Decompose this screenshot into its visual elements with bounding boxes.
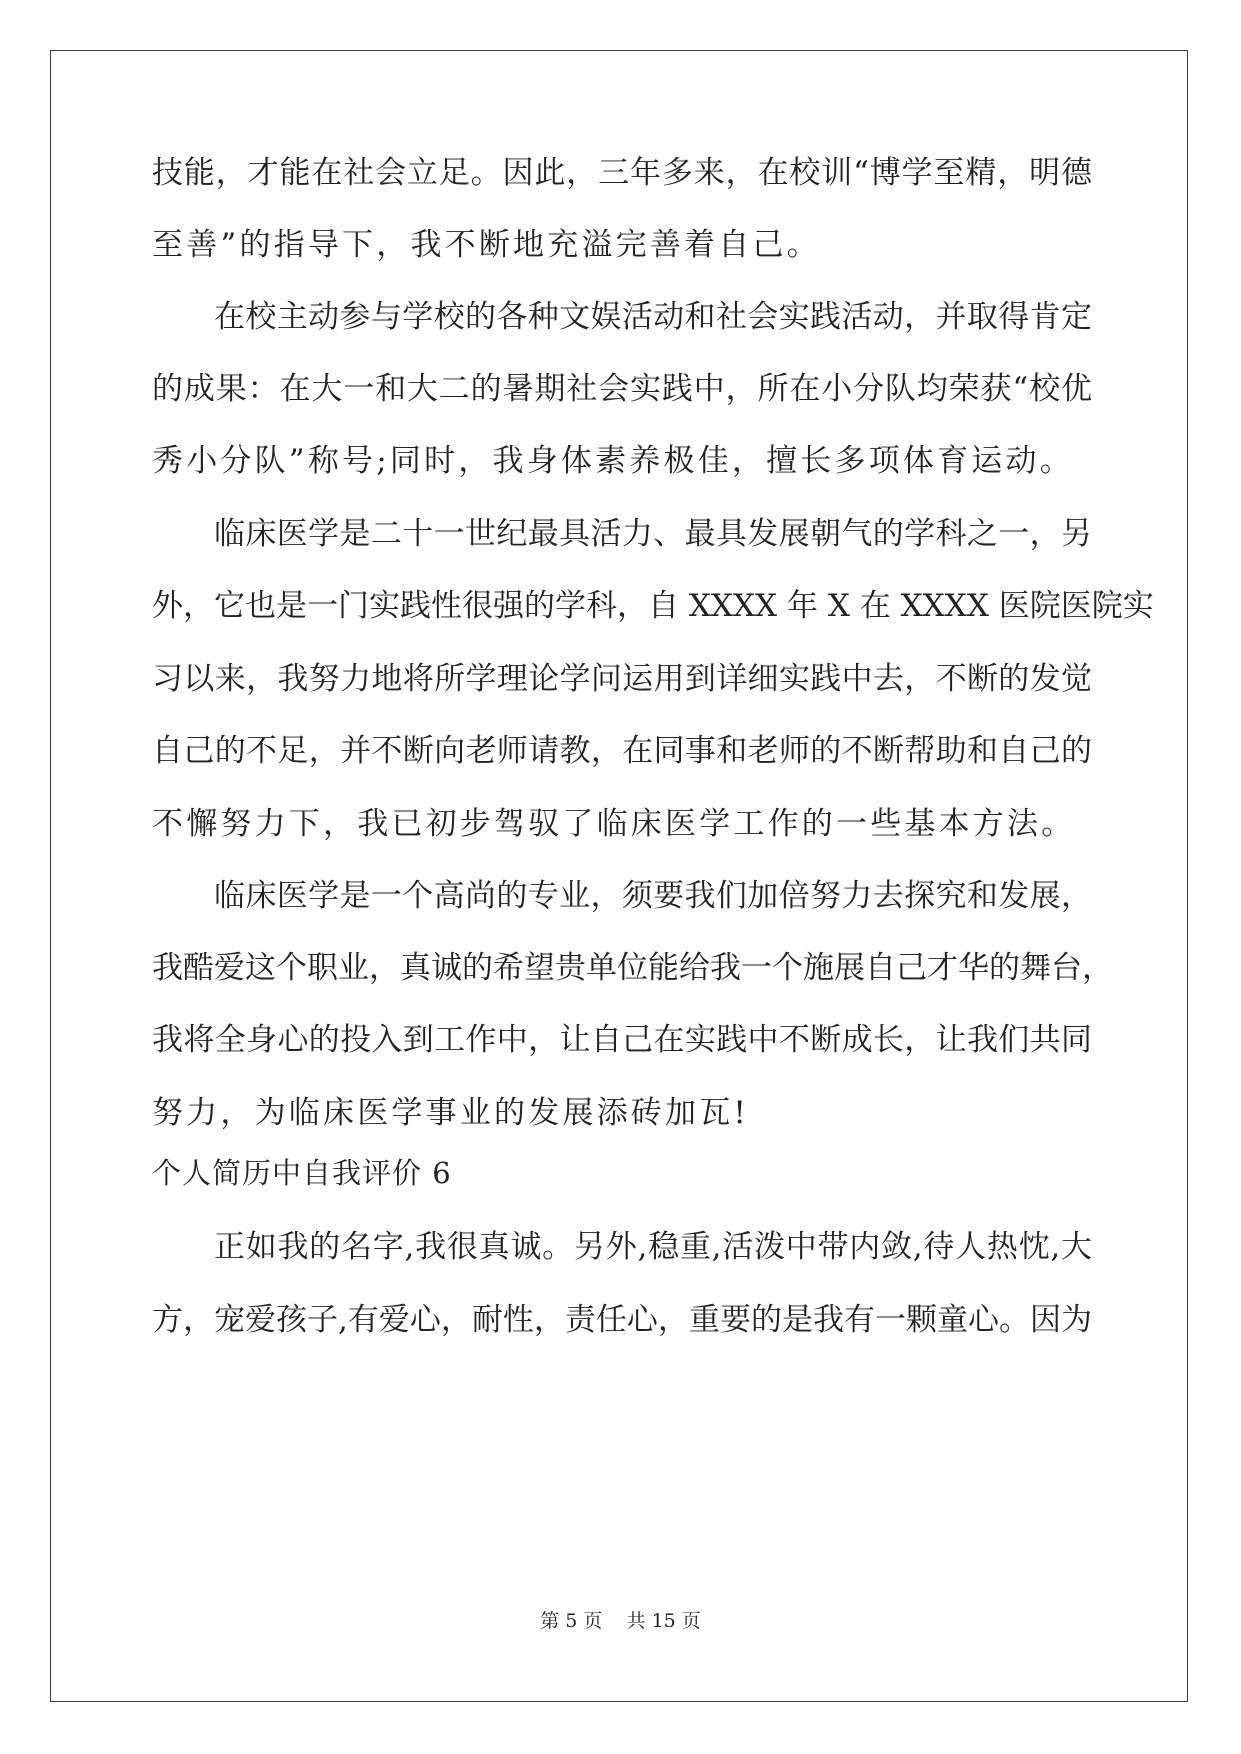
body-line: 临床医学是二十一世纪最具活力、最具发展朝气的学科之一，另 (214, 516, 1092, 552)
body-line: 我将全身心的投入到工作中，让自己在实践中不断成长，让我们共同 (152, 1022, 1092, 1058)
body-line: 习以来，我努力地将所学理论学问运用到详细实践中去，不断的发觉 (152, 661, 1092, 697)
body-line: 的成果：在大一和大二的暑期社会实践中，所在小分队均荣获“校优 (152, 371, 1092, 407)
body-line: 我酷爱这个职业，真诚的希望贵单位能给我一个施展自己才华的舞台， (152, 950, 1113, 986)
page-number-footer: 第 5 页 共 15 页 (540, 1610, 701, 1632)
body-line: 秀小分队”称号;同时，我身体素养极佳，擅长多项体育运动。 (152, 443, 1074, 479)
body-line: 至善”的指导下，我不断地充溢完善着自己。 (152, 227, 821, 263)
section-heading: 个人简历中自我评价 6 (152, 1156, 452, 1190)
body-line: 技能，才能在社会立足。因此，三年多来，在校训“博学至精，明德 (152, 155, 1092, 191)
body-line: 正如我的名字,我很真诚。另外,稳重,活泼中带内敛,待人热忱,大 (214, 1229, 1092, 1265)
body-line: 自己的不足，并不断向老师请教，在同事和老师的不断帮助和自己的 (152, 733, 1092, 769)
body-line: 外，它也是一门实践性很强的学科，自 XXXX 年 X 在 XXXX 医院医院实 (152, 588, 1154, 624)
body-line: 在校主动参与学校的各种文娱活动和社会实践活动，并取得肯定 (214, 299, 1092, 335)
body-line: 方，宠爱孩子,有爱心，耐性，责任心，重要的是我有一颗童心。因为 (152, 1302, 1092, 1338)
body-line: 努力，为临床医学事业的发展添砖加瓦! (152, 1095, 750, 1131)
body-line: 临床医学是一个高尚的专业，须要我们加倍努力去探究和发展， (214, 878, 1092, 914)
body-line: 不懈努力下，我已初步驾驭了临床医学工作的一些基本方法。 (152, 806, 1076, 842)
